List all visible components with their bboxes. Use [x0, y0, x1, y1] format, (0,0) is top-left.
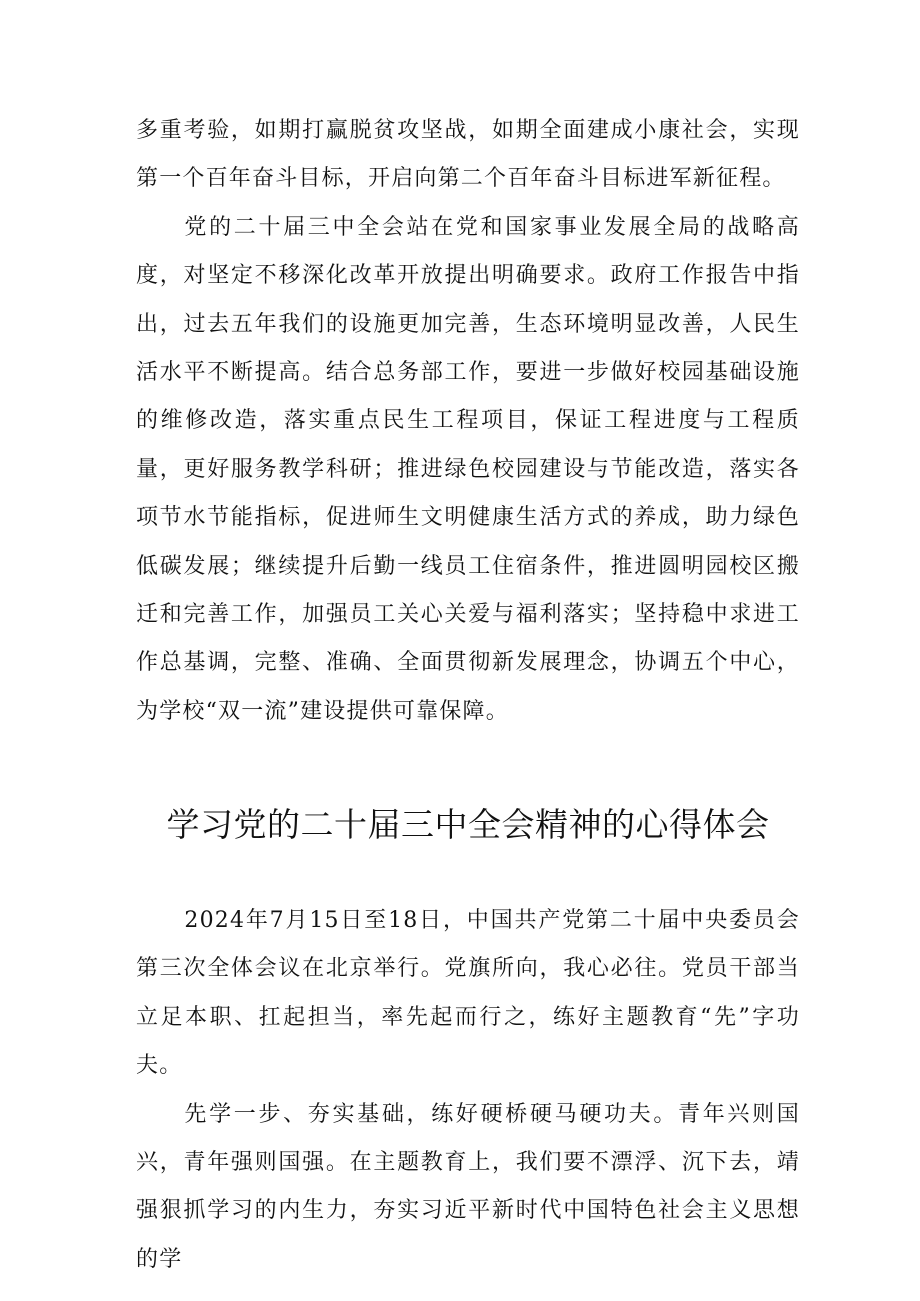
paragraph-study-first: 先学一步、夯实基础，练好硬桥硬马硬功夫。青年兴则国兴，青年强则国强。在主题教育上，我们要不漂浮、沉下去，靖强狠抓学习的内生力，夯实习近平新时代中国特色社会主义思想的学 — [136, 1101, 800, 1272]
paragraph-continuation: 多重考验，如期打赢脱贫攻坚战，如期全面建成小康社会，实现第一个百年奋斗目标，开启向第二个百年奋斗目标进军新征程。 — [136, 118, 800, 192]
article-heading: 学习党的二十届三中全会精神的心得体会 — [166, 805, 770, 844]
paragraph-reform: 党的二十届三中全会站在党和国家事业发展全局的战略高度，对坚定不移深化改革开放提出明确要求。政府工作报告中指出，过去五年我们的设施更加完善，生态环境明显改善，人民生活水平不断提高。结合总务部工作，要进一步做好校园基础设施的维修改造，落实重点民生工程项目，保证工程进度与工程质量，更好服务教学科研；推进绿色校园建设与节能改造，落实各项节水节能指标，促进师生文明健康生活方式的养成，助力绿色低碳发展；继续提升后勤一线员工住宿条件，推进圆明园校区搬迁和完善工作，加强员工关心关爱与福利落实；坚持稳中求进工作总基调，完整、准确、全面贯彻新发展理念，协调五个中心，为学校“双一流”建设提供可靠保障。 — [136, 214, 800, 724]
bottom-text-block — [136, 897, 800, 1284]
paragraph-plenum-intro: 2024年7月15日至18日，中国共产党第二十届中央委员会第三次全体会议在北京举行。党旗所向，我心必往。党员干部当立足本职、扛起担当，率先起而行之，练好主题教育“先”字功夫。 — [136, 908, 800, 1079]
top-text-block — [136, 107, 800, 736]
